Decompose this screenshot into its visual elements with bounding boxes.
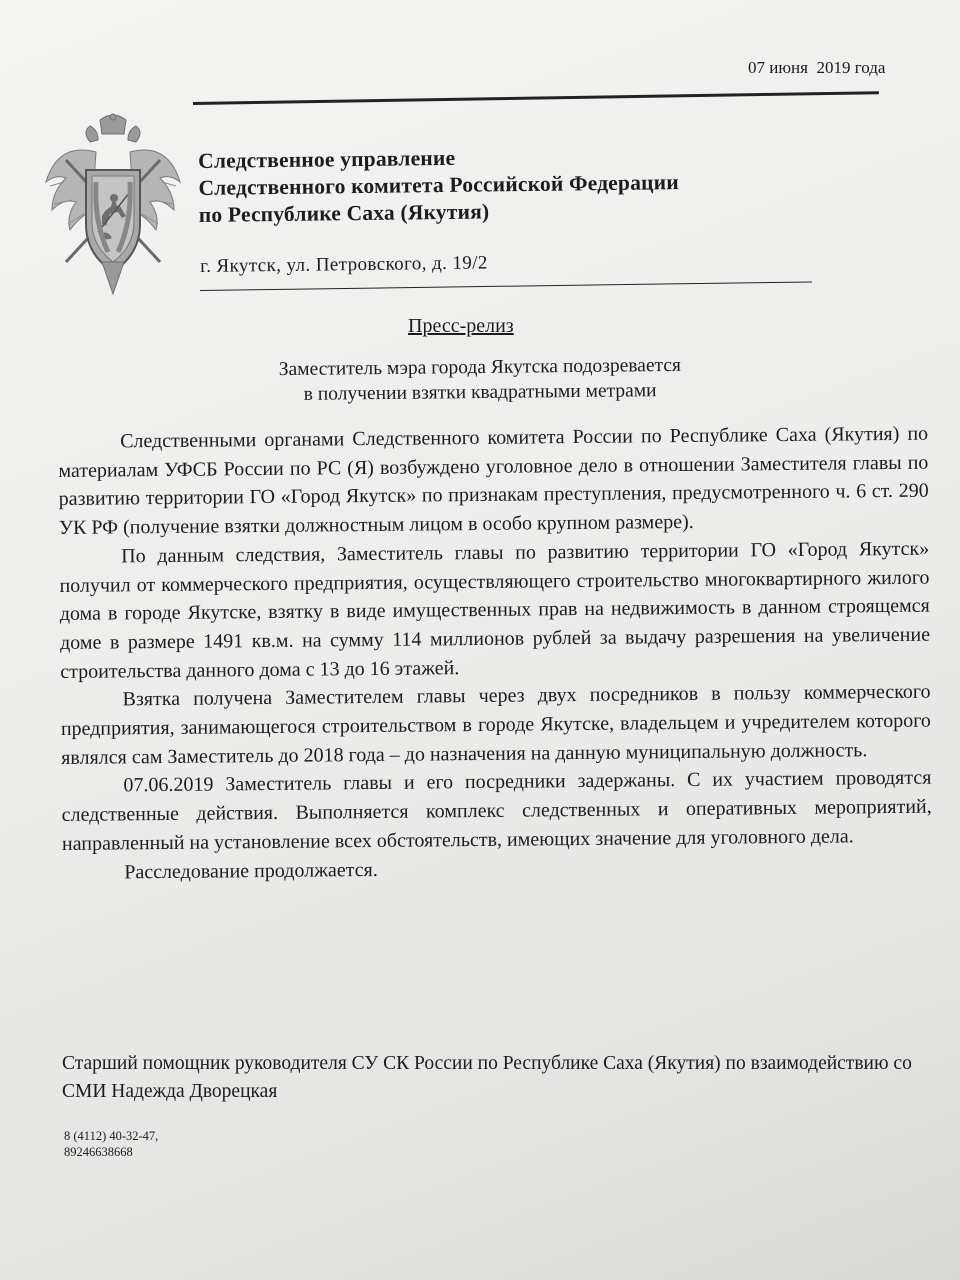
organization-line-2: Следственного комитета Российской Федерации <box>198 170 679 200</box>
body-paragraph-3: Взятка получена Заместителем главы через двух посредников в пользу коммерческого предприятия, занимающегося строительством в городе Якутске, владельцем и учредителем которого являлся сам Заместитель до 2018 года – до назначения на данную муниципальную должность. <box>60 680 931 769</box>
press-release-headline <box>220 352 740 407</box>
investigative-committee-emblem-icon <box>38 112 188 297</box>
organization-address: г. Якутск, ул. Петровского, д. 19/2 <box>200 252 488 277</box>
contact-phones <box>64 1128 158 1160</box>
organization-line-1: Следственное управление <box>198 145 456 173</box>
headline-line-1: Заместитель мэра города Якутска подозревается <box>278 354 682 381</box>
headline-line-2: в получении взятки квадратными метрами <box>303 380 657 405</box>
organization-name <box>198 142 679 229</box>
press-release-body <box>58 420 932 888</box>
organization-line-3: по Республике Саха (Якутия) <box>198 199 490 227</box>
header-bottom-rule <box>200 281 812 291</box>
body-paragraph-4: 07.06.2019 Заместитель главы и его посредники задержаны. С их участием проводятся следственные действия. Выполняется комплекс следственных и оперативных мероприятий, направленный на установление всех обстоятельств, имеющих значение для уголовного дела. <box>61 767 932 855</box>
signature-block: Старший помощник руководителя СУ СК России по Республике Саха (Якутия) по взаимодействию со СМИ Надежда Дворецкая <box>62 1053 912 1102</box>
header-top-rule <box>193 91 879 105</box>
document-title: Пресс-релиз <box>408 315 514 337</box>
body-paragraph-2: По данным следствия, Заместитель главы по развитию территории ГО «Город Якутск» получил от коммерческого предприятия, осуществляющего строительство многоквартирного жилого дома в городе Якутске, взятку в виде имущественных прав на недвижимость в данном строящемся доме в размере 1491 кв.м. на сумму 114 миллионов рублей за выдачу разрешения на увеличение строительства данного дома с 13 до 16 этажей. <box>59 537 931 683</box>
contact-phone-2: 89246638668 <box>64 1145 133 1159</box>
contact-phone-1: 8 (4112) 40-32-47, <box>64 1129 159 1143</box>
body-paragraph-1: Следственными органами Следственного комитета России по Республике Саха (Якутия) по материалам УФСБ России по РС (Я) возбуждено уголовное дело в отношении Заместителя главы по развитию территории ГО «Город Якутск» по признакам преступления, предусмотренного ч. 6 ст. 290 УК РФ (получение взятки должностным лицом в особо крупном размере). <box>58 422 929 540</box>
document-date: 07 июня 2019 года <box>748 58 886 77</box>
body-paragraph-5: Расследование продолжается. <box>124 858 378 883</box>
